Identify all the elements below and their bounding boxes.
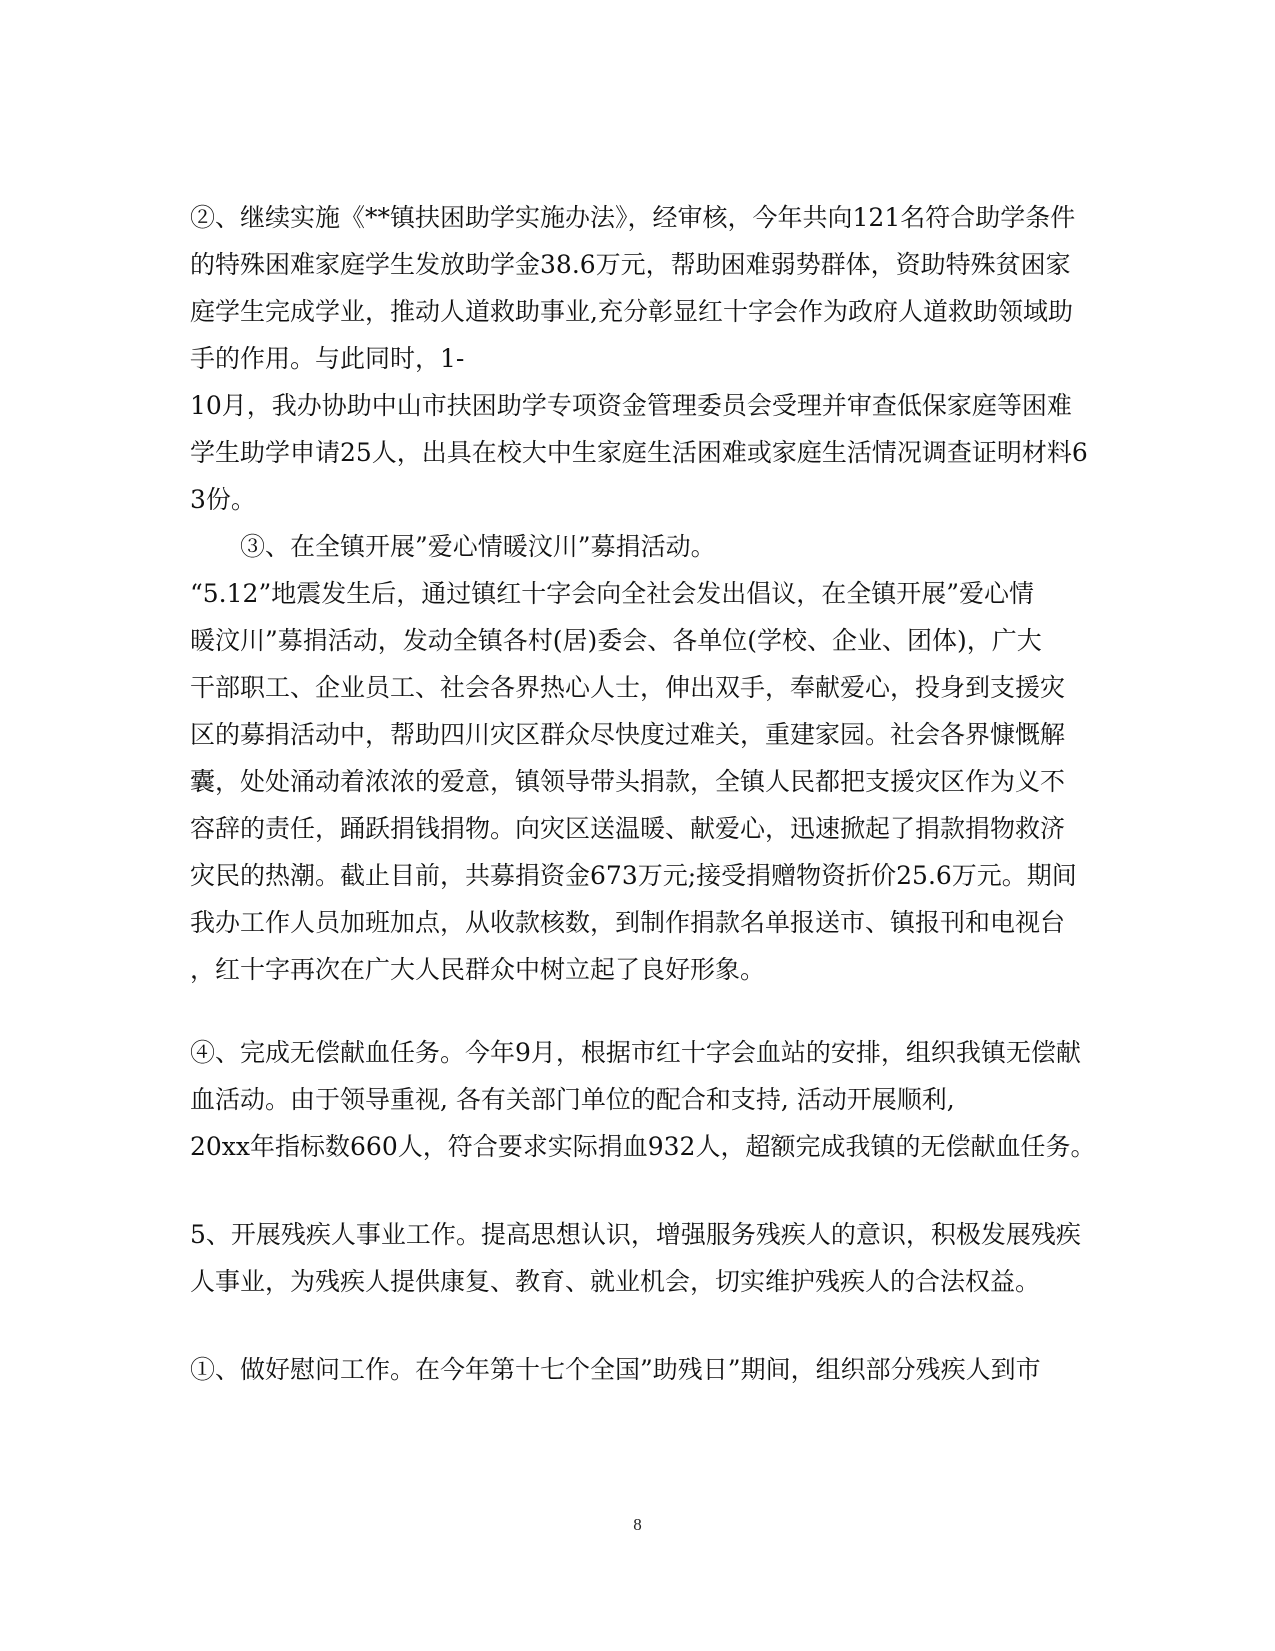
- text-line: 人事业，为残疾人提供康复、教育、就业机会，切实维护残疾人的合法权益。: [190, 1267, 1041, 1296]
- paragraph-item-1: [190, 1346, 1090, 1393]
- text-line: 学生助学申请25人，出具在校大中生家庭生活困难或家庭生活情况调查证明材料6: [190, 438, 1088, 467]
- text-line: “5.12”地震发生后，通过镇红十字会向全社会发出倡议，在全镇开展”爱心情: [190, 579, 1035, 608]
- text-line: 血活动。由于领导重视, 各有关部门单位的配合和支持, 活动开展顺利,: [190, 1085, 955, 1114]
- paragraph-item-3: [190, 523, 1090, 993]
- text-line: 庭学生完成学业，推动人道救助事业,充分彰显红十字会作为政府人道救助领域助: [190, 297, 1073, 326]
- paragraph-item-4: [190, 1029, 1096, 1170]
- text-line: 10月，我办协助中山市扶困助学专项资金管理委员会受理并审查低保家庭等困难: [190, 391, 1072, 420]
- paragraph-item-2: [190, 194, 1090, 523]
- text-line: 容辞的责任，踊跃捐钱捐物。向灾区送温暖、献爱心，迅速掀起了捐款捐物救济: [190, 814, 1066, 843]
- text-line: 3份。: [190, 485, 256, 514]
- text-line: ①、做好慰问工作。在今年第十七个全国”助残日”期间，组织部分残疾人到市: [190, 1355, 1041, 1384]
- text-line: 干部职工、企业员工、社会各界热心人士，伸出双手，奉献爱心，投身到支援灾: [190, 673, 1066, 702]
- text-line: 囊，处处涌动着浓浓的爱意，镇领导带头捐款，全镇人民都把支援灾区作为义不: [190, 767, 1066, 796]
- text-line: 手的作用。与此同时，1-: [190, 344, 465, 373]
- text-line: 的特殊困难家庭学生发放助学金38.6万元，帮助困难弱势群体，资助特殊贫困家: [190, 250, 1071, 279]
- text-line: 灾民的热潮。截止目前，共募捐资金673万元;接受捐赠物资折价25.6万元。期间: [190, 861, 1077, 890]
- text-line: ，红十字再次在广大人民群众中树立起了良好形象。: [190, 955, 766, 984]
- text-line: 20xx年指标数660人，符合要求实际捐血932人，超额完成我镇的无偿献血任务。: [190, 1132, 1096, 1161]
- text-line: 我办工作人员加班加点，从收款核数，到制作捐款名单报送市、镇报刊和电视台: [190, 908, 1066, 937]
- paragraph-section-5: [190, 1211, 1090, 1305]
- text-line: 暖汶川”募捐活动，发动全镇各村(居)委会、各单位(学校、企业、团体)，广大: [190, 626, 1042, 655]
- paragraph-heading: ③、在全镇开展”爱心情暖汶川”募捐活动。: [240, 532, 716, 561]
- page-number: 8: [633, 1515, 642, 1534]
- text-line: 5、开展残疾人事业工作。提高思想认识，增强服务残疾人的意识，积极发展残疾: [190, 1220, 1081, 1249]
- text-line: ②、继续实施《**镇扶困助学实施办法》，经审核，今年共向121名符合助学条件: [190, 203, 1076, 232]
- text-line: 区的募捐活动中，帮助四川灾区群众尽快度过难关，重建家园。社会各界慷慨解: [190, 720, 1066, 749]
- text-line: ④、完成无偿献血任务。今年9月，根据市红十字会血站的安排，组织我镇无偿献: [190, 1038, 1081, 1067]
